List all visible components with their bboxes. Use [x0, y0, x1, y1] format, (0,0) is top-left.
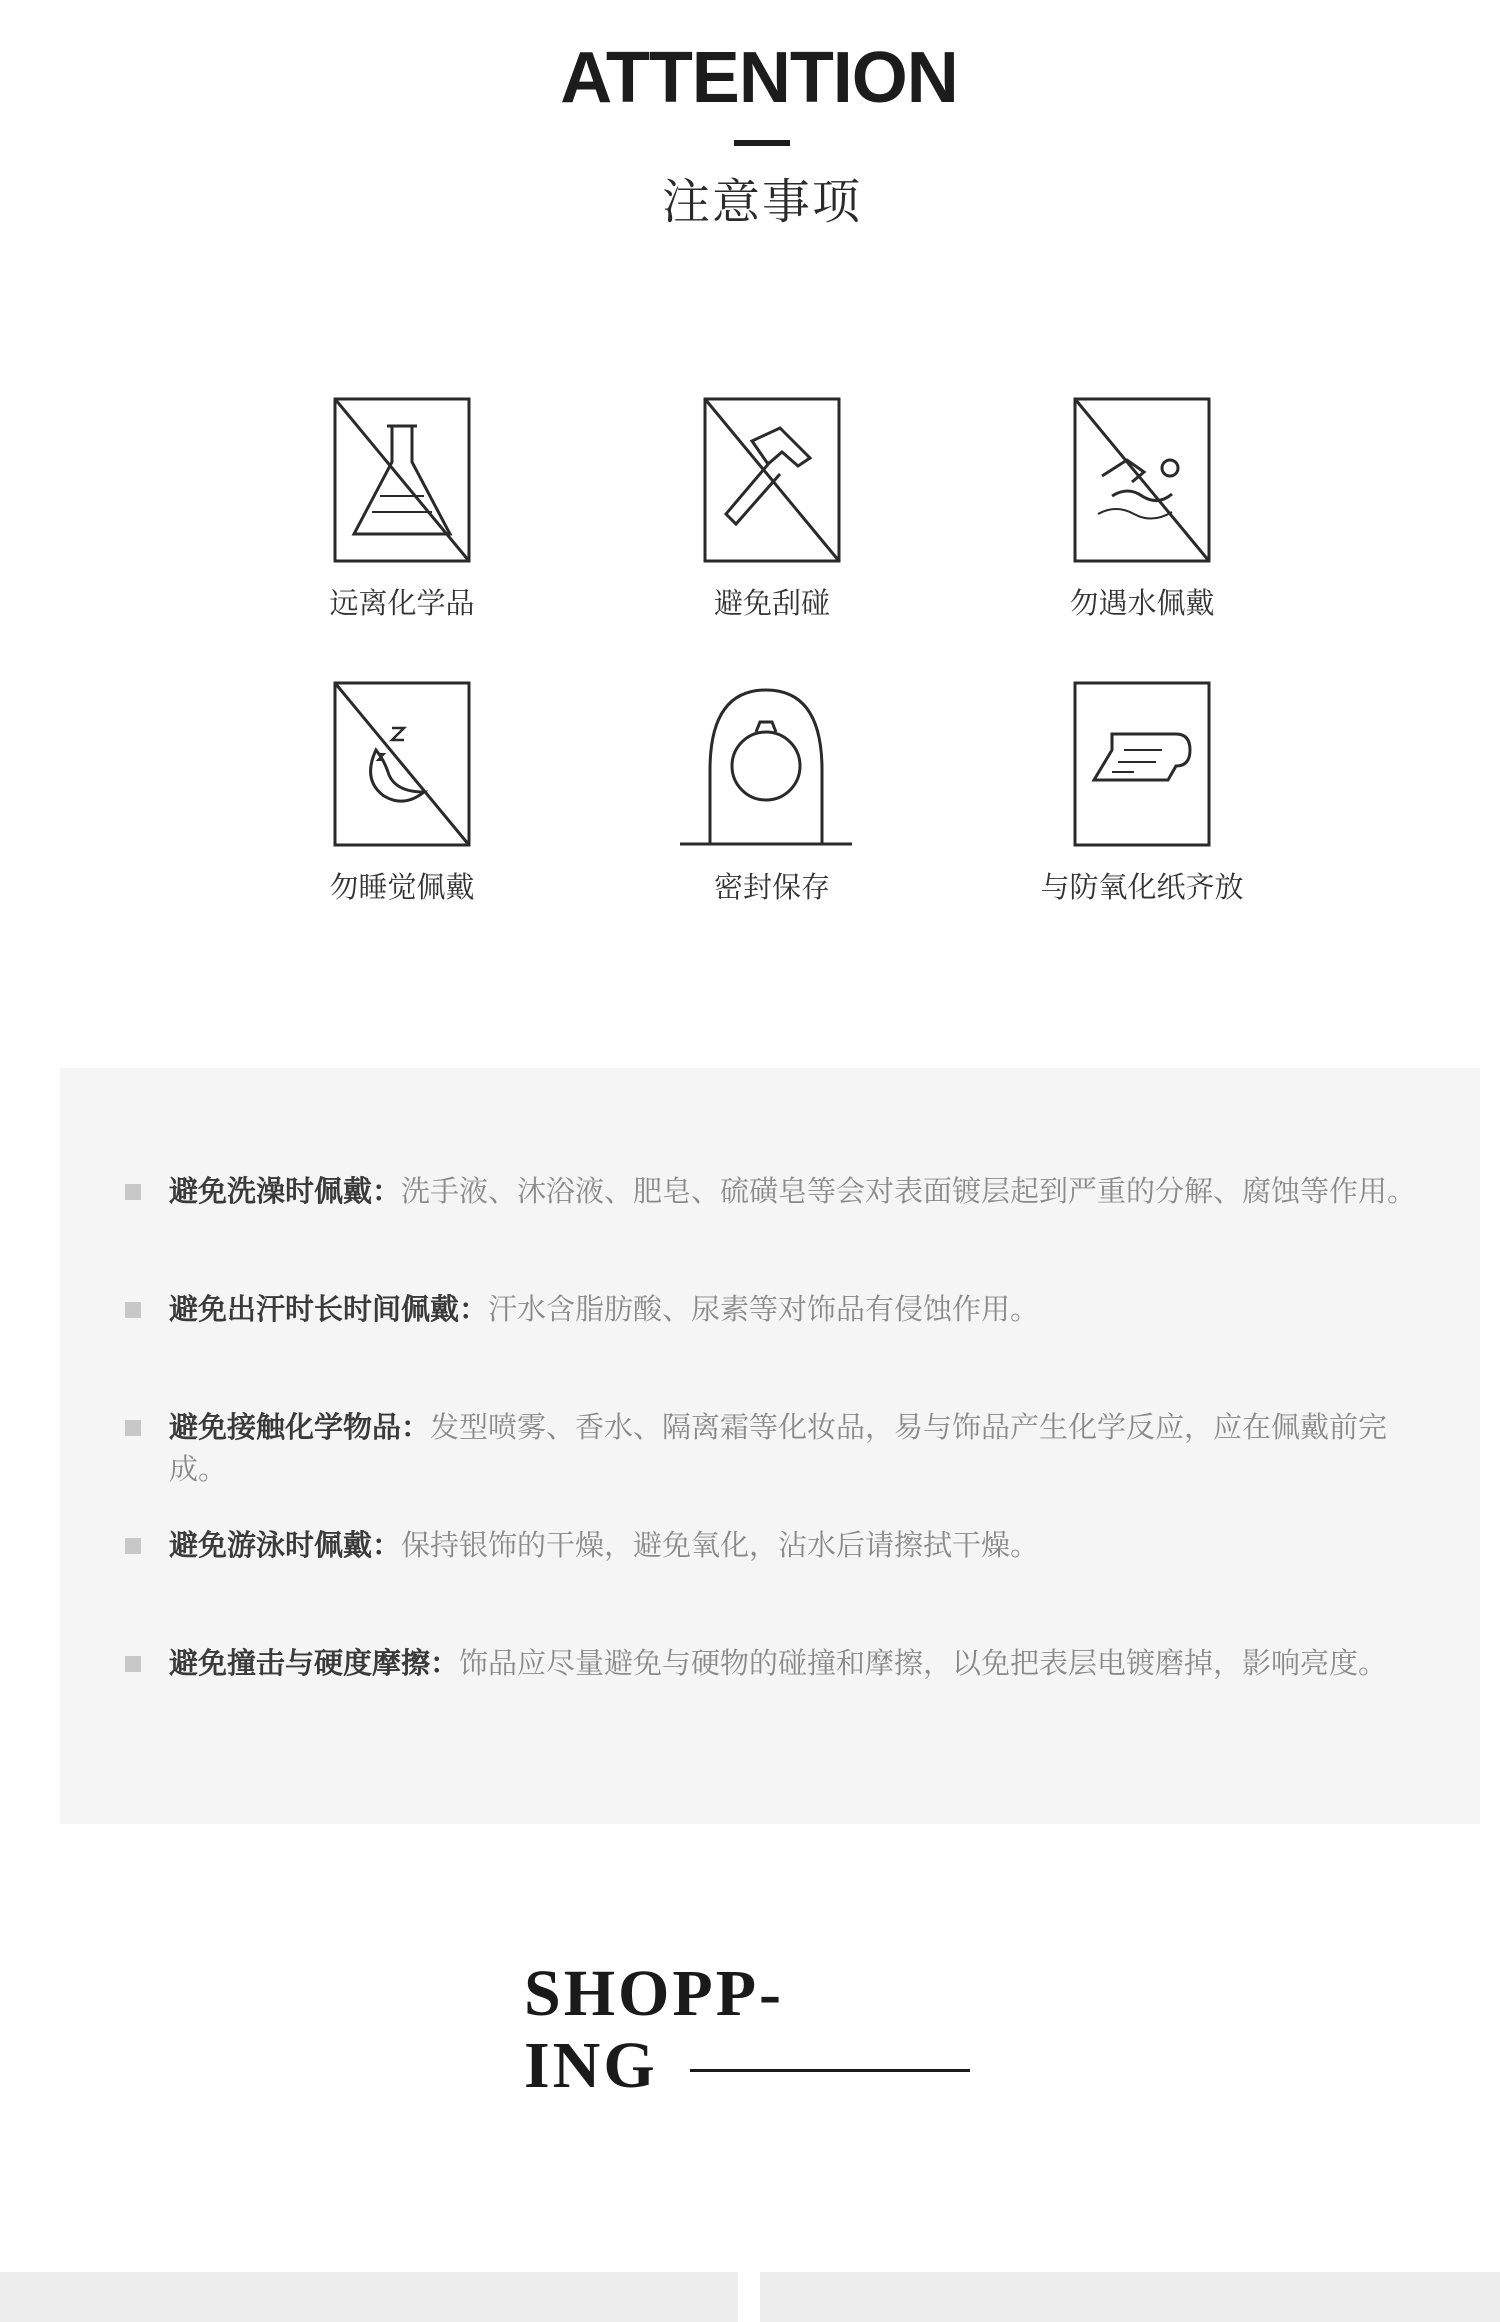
shopping-rule — [690, 2069, 970, 2072]
note-item: 避免撞击与硬度摩擦：饰品应尽量避免与硬物的碰撞和摩擦，以免把表层电镀磨掉，影响亮度。 — [169, 1642, 1419, 1684]
square-bullet-icon — [125, 1184, 141, 1200]
no-swimming-icon — [1072, 396, 1212, 564]
note-item: 避免游泳时佩戴：保持银饰的干燥，避免氧化，沾水后请擦拭干燥。 — [169, 1524, 1419, 1566]
no-hammer-icon — [702, 396, 842, 564]
care-item-paper — [1022, 680, 1262, 904]
shopping-title — [524, 1958, 784, 2102]
care-label: 远离化学品 — [329, 586, 475, 620]
anti-oxidation-paper-icon — [1072, 680, 1212, 848]
no-chemical-flask-icon — [332, 396, 472, 564]
sealed-ring-storage-icon — [676, 680, 856, 848]
care-item-chemical — [282, 396, 522, 620]
square-bullet-icon — [125, 1420, 141, 1436]
care-label: 勿睡觉佩戴 — [329, 870, 475, 904]
no-sleep-moon-icon — [332, 680, 472, 848]
care-item-sleep — [282, 680, 522, 904]
square-bullet-icon — [125, 1538, 141, 1554]
care-notes-panel — [60, 1068, 1480, 1824]
care-item-seal — [652, 680, 892, 904]
note-item: 避免接触化学物品：发型喷雾、香水、隔离霜等化妆品，易与饰品产生化学反应，应在佩戴前完成。 — [169, 1406, 1419, 1490]
square-bullet-icon — [125, 1302, 141, 1318]
care-item-scratch — [652, 396, 892, 620]
care-item-water — [1022, 396, 1262, 620]
care-label: 避免刮碰 — [713, 586, 830, 620]
square-bullet-icon — [125, 1656, 141, 1672]
shopping-title-line1: SHOPP- — [524, 1957, 784, 2030]
shopping-title-line2: ING — [524, 2029, 658, 2102]
attention-title: ATTENTION — [560, 38, 958, 118]
care-label: 勿遇水佩戴 — [1069, 586, 1215, 620]
care-label: 密封保存 — [713, 870, 830, 904]
care-label: 与防氧化纸齐放 — [1040, 870, 1244, 904]
note-item: 避免出汗时长时间佩戴：汗水含脂肪酸、尿素等对饰品有侵蚀作用。 — [169, 1288, 1419, 1330]
title-divider — [734, 140, 790, 146]
note-item: 避免洗澡时佩戴：洗手液、沐浴液、肥皂、硫磺皂等会对表面镀层起到严重的分解、腐蚀等作用。 — [169, 1170, 1419, 1212]
product-card-right — [760, 2272, 1500, 2322]
product-card-left — [0, 2272, 738, 2322]
attention-subtitle: 注意事项 — [661, 174, 862, 230]
